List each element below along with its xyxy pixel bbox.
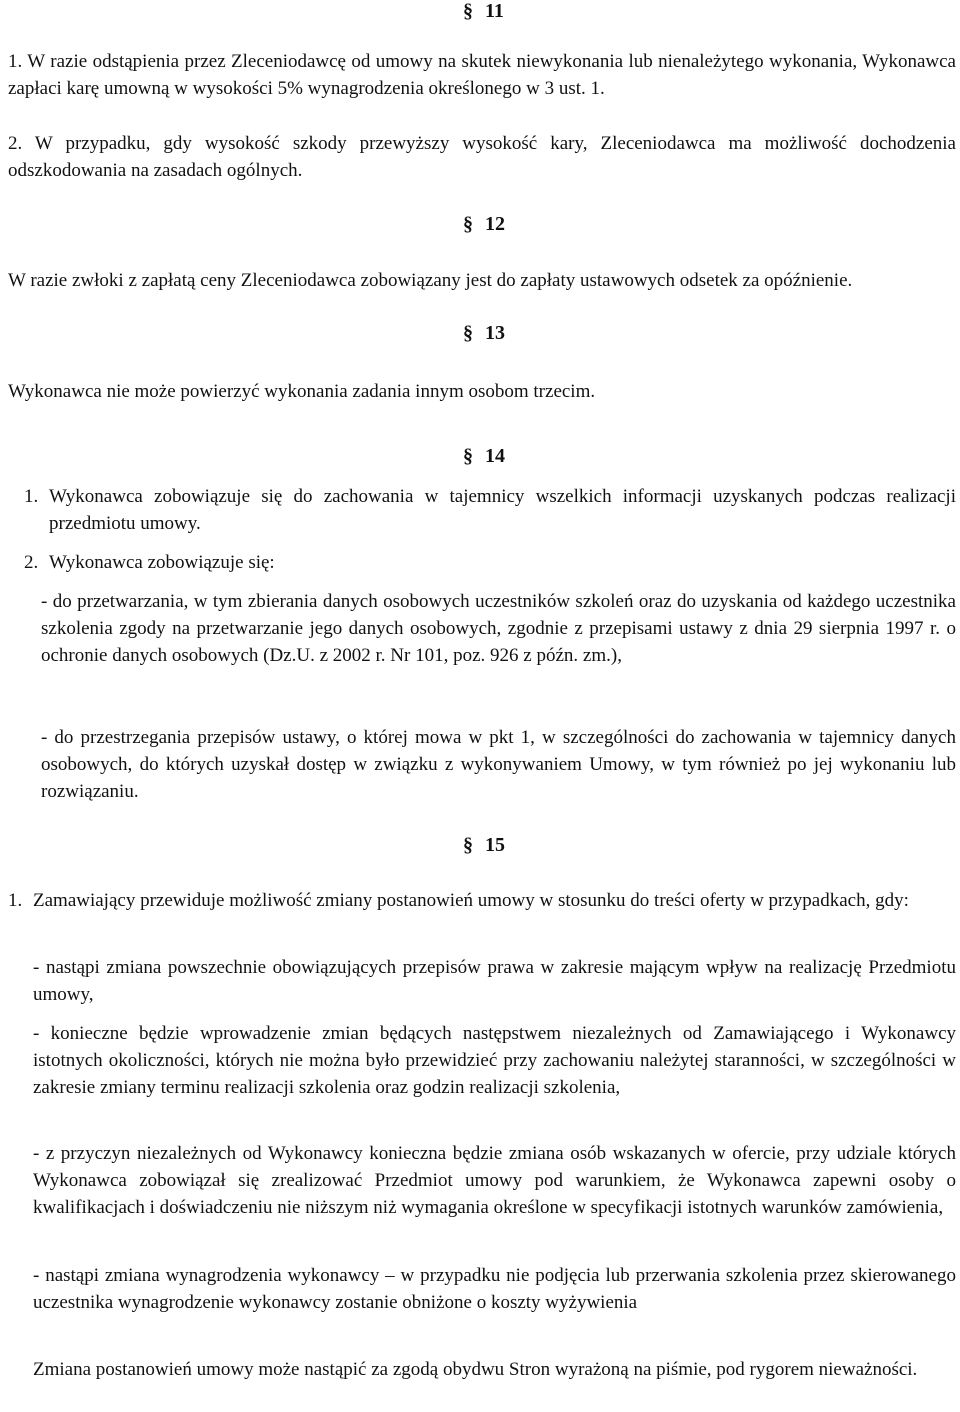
section-15-bullet-3: - z przyczyn niezależnych od Wykonawcy konieczna będzie zmiana osób wskazanych w ofercie, przy udziale których Wykonawca zobowiązał się zrealizować Przedmiot umowy pod warunkiem, że Wykonawca zapewni osoby o kwalifikacjach i doświadczeniu nie niższym niż wymagania określone w specyfikacji istotnych warunków zamówienia, [33, 1143, 956, 1218]
section-number: 11 [485, 0, 504, 22]
section-15-bullet-2: - konieczne będzie wprowadzenie zmian będących następstwem niezależnych od Zamawiającego i Wykonawcy istotnych okoliczności, których nie można było przewidzieć przy zachowaniu należytej staranności, w szczególności w zakresie zmiany terminu realizacji szkolenia oraz godzin realizacji szkolenia, [33, 1023, 956, 1098]
section-15-bullet-4: - nastąpi zmiana wynagrodzenia wykonawcy – w przypadku nie podjęcia lub przerwania szkolenia przez skierowanego uczestnika wynagrodzenie wykonawcy zostanie obniżone o koszty wyżywienia [33, 1265, 956, 1313]
section-15-bullet-1: - nastąpi zmiana powszechnie obowiązujących przepisów prawa w zakresie mającym wpływ na realizację Przedmiotu umowy, [33, 957, 956, 1005]
section-sign: § [463, 322, 473, 344]
section-number: 13 [485, 322, 505, 344]
section-13-heading [463, 322, 505, 345]
section-14-heading [463, 445, 505, 468]
section-14-item-2-number: 2. [24, 552, 39, 573]
section-14-bullet-2: - do przestrzegania przepisów ustawy, o której mowa w pkt 1, w szczególności do zachowania w tajemnicy danych osobowych, do których uzyskał dostęp w związku z wykonywaniem Umowy, w tym również po jej wykonaniu lub rozwiązaniu. [41, 727, 956, 802]
section-sign: § [463, 834, 473, 856]
section-15-heading [463, 834, 505, 857]
section-11-heading [463, 0, 504, 23]
section-11-paragraph-1: 1. W razie odstąpienia przez Zleceniodawcę od umowy na skutek niewykonania lub nienależytego wykonania, Wykonawca zapłaci karę umowną w wysokości 5% wynagrodzenia określonego w 3 ust. 1. [8, 51, 956, 99]
section-15-item-1-number: 1. [8, 890, 23, 911]
section-number: 15 [485, 834, 505, 856]
section-14-item-2: Wykonawca zobowiązuje się: [49, 552, 275, 573]
section-14-item-1-number: 1. [24, 486, 39, 507]
section-14-item-1: Wykonawca zobowiązuje się do zachowania w tajemnicy wszelkich informacji uzyskanych podczas realizacji przedmiotu umowy. [49, 486, 956, 534]
section-number: 14 [485, 445, 505, 467]
section-14-bullet-1: - do przetwarzania, w tym zbierania danych osobowych uczestników szkoleń oraz do uzyskania od każdego uczestnika szkolenia zgody na przetwarzanie jego danych osobowych, zgodnie z przepisami ustawy z dnia 29 sierpnia 1997 r. o ochronie danych osobowych (Dz.U. z 2002 r. Nr 101, poz. 926 z późn. zm.), [41, 591, 956, 666]
section-12-paragraph: W razie zwłoki z zapłatą ceny Zleceniodawca zobowiązany jest do zapłaty ustawowych odsetek za opóźnienie. [8, 270, 853, 291]
section-15-item-1: Zamawiający przewiduje możliwość zmiany postanowień umowy w stosunku do treści oferty w przypadkach, gdy: [33, 890, 909, 911]
section-11-paragraph-2: 2. W przypadku, gdy wysokość szkody przewyższy wysokość kary, Zleceniodawca ma możliwość dochodzenia odszkodowania na zasadach ogólnych. [8, 133, 956, 181]
section-15-final-paragraph: Zmiana postanowień umowy może nastąpić za zgodą obydwu Stron wyrażoną na piśmie, pod rygorem nieważności. [33, 1359, 918, 1380]
section-sign: § [463, 213, 473, 235]
section-12-heading [463, 213, 505, 236]
section-sign: § [463, 445, 473, 467]
section-sign: § [463, 0, 473, 22]
section-13-paragraph: Wykonawca nie może powierzyć wykonania zadania innym osobom trzecim. [8, 381, 596, 402]
section-number: 12 [485, 213, 505, 235]
